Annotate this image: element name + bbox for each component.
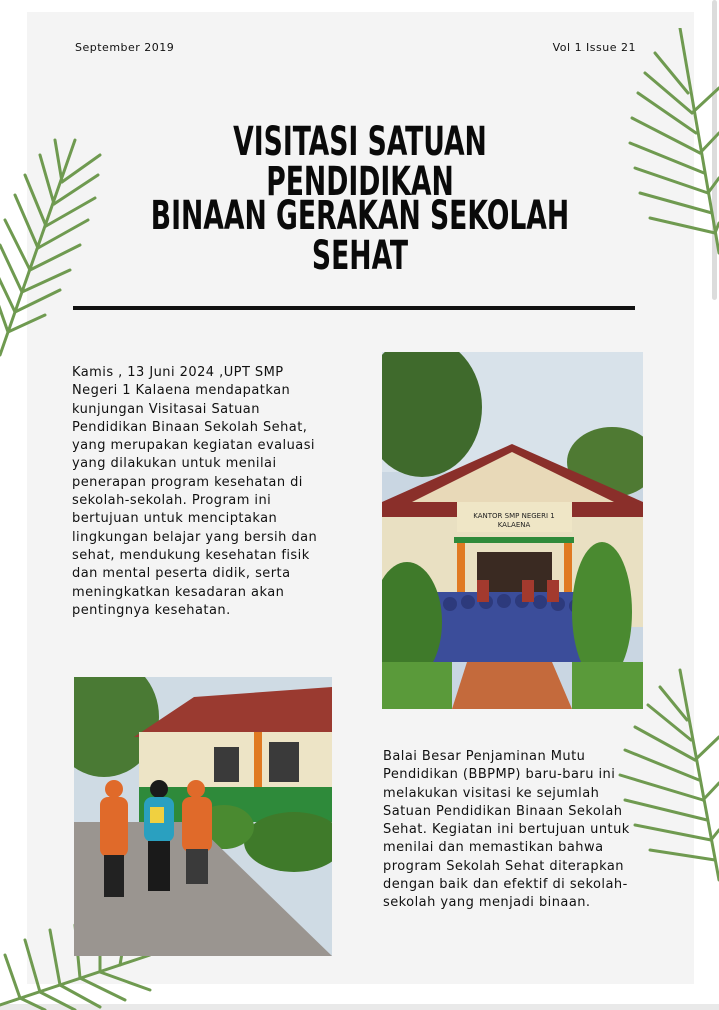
headline-divider: [73, 306, 635, 310]
article-paragraph-2: Balai Besar Penjaminan Mutu Pendidikan (BBPMP) baru-baru ini melakukan visitasi ke sejumlah Satuan Pendidikan Binaan Sekolah Sehat. Kegiatan ini bertujuan untuk menilai dan memastikan bahwa program Sekolah Sehat diterapkan dengan baik dan efektif di sekolah- sekolah yang menjadi binaan.: [383, 749, 630, 911]
school-sign-line-1: KANTOR SMP NEGERI 1: [473, 512, 555, 520]
article-paragraph-1: Kamis , 13 Juni 2024 ,UPT SMP Negeri 1 Kalaena mendapatkan kunjungan Visitasai Satuan Pendidikan Binaan Sekolah Sehat, yang merupakan kegiatan evaluasi yang dilakukan untuk menilai penerapan program kesehatan di sekolah-sekolah. Program ini bertujuan untuk menciptakan lingkungan belajar yang bersih dan sehat, mendukung kesehatan fisik dan mental peserta didik, serta meningkatkan kesadaran akan pentingnya kesehatan.: [72, 365, 318, 618]
school-sign-line-2: KALAENA: [497, 521, 531, 529]
palm-leaf-top-right-icon: [620, 28, 719, 263]
headline-line-1: VISITASI SATUAN PENDIDIKAN: [233, 119, 487, 205]
visitors-walking-photo: [74, 677, 332, 956]
issue-date: September 2019: [75, 41, 175, 54]
issue-number: Vol 1 Issue 21: [552, 41, 636, 54]
school-group-photo: [382, 352, 643, 709]
palm-leaf-top-left-icon: [0, 120, 110, 370]
headline-line-2: BINAAN GERAKAN SEKOLAH SEHAT: [150, 193, 570, 279]
